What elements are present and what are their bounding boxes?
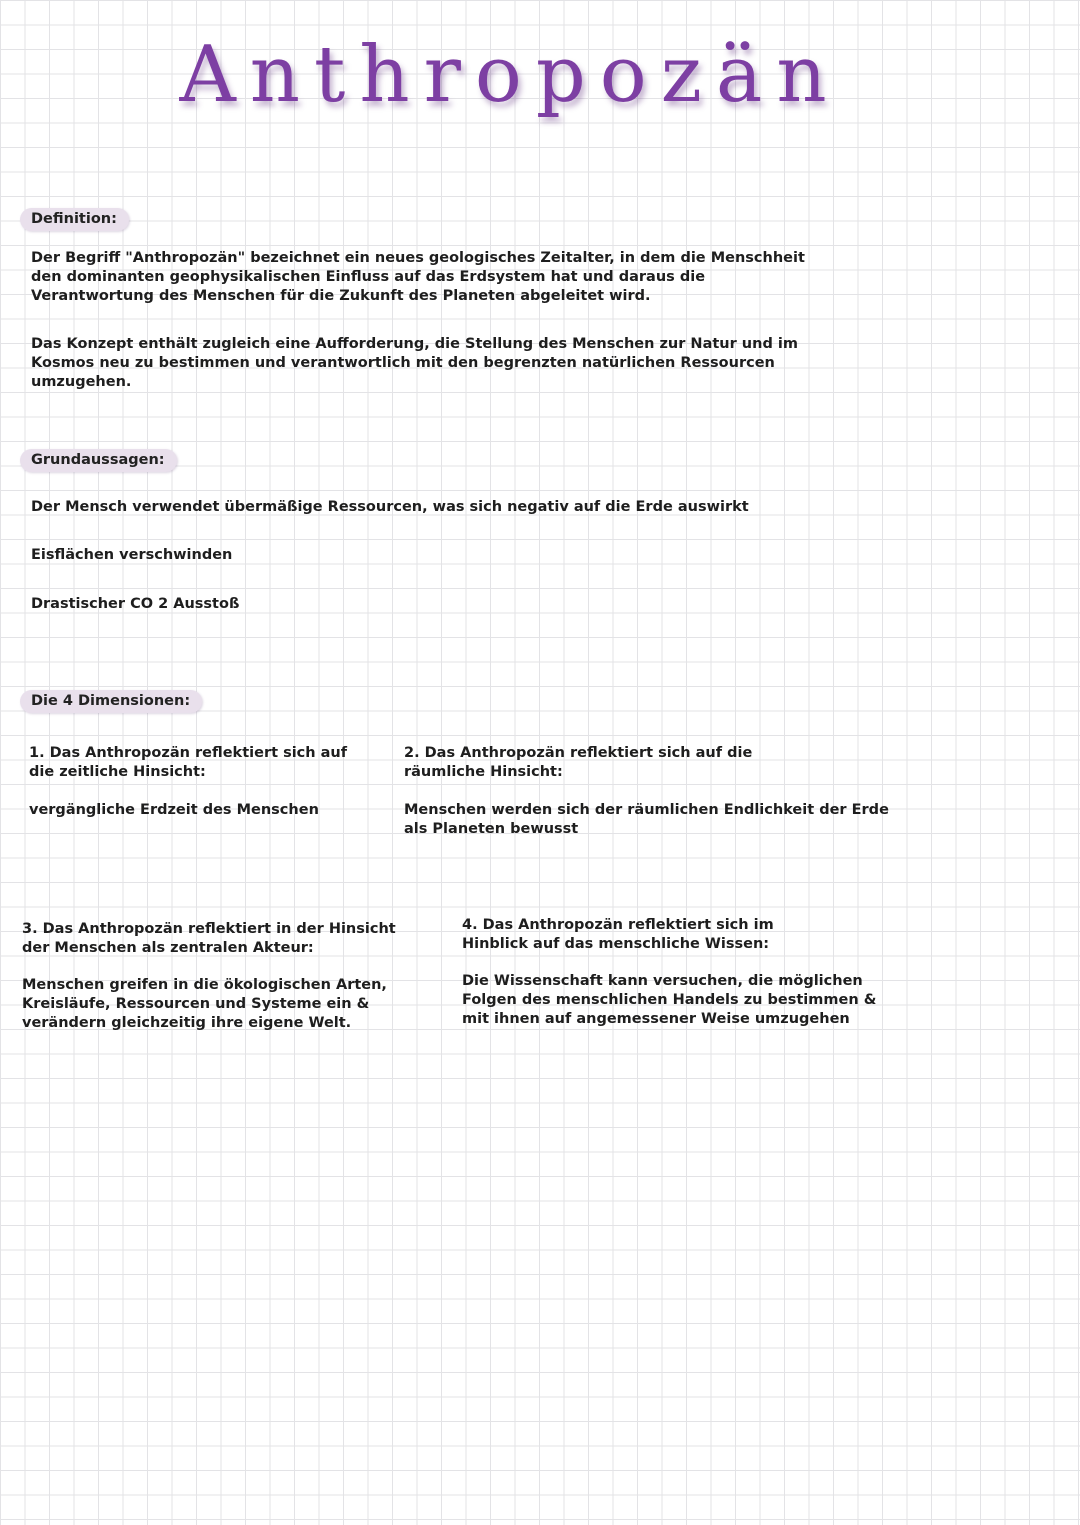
dimension-2-title: 2. Das Anthropozän reflektiert sich auf die räumliche Hinsicht: bbox=[404, 745, 753, 780]
dimensionen-heading: Die 4 Dimensionen: bbox=[20, 690, 202, 713]
grundaussage-item: Eisflächen verschwinden bbox=[31, 547, 233, 563]
page-title: Anthropozän bbox=[179, 30, 841, 120]
dimension-3-text: Menschen greifen in die ökologischen Arten, Kreisläufe, Ressourcen und Systeme ein & verändern gleichzeitig ihre eigene Welt. bbox=[22, 977, 387, 1031]
dimension-1-text: vergängliche Erdzeit des Menschen bbox=[29, 802, 319, 818]
dimension-1-title: 1. Das Anthropozän reflektiert sich auf die zeitliche Hinsicht: bbox=[29, 745, 348, 780]
grundaussagen-heading: Grundaussagen: bbox=[20, 449, 177, 472]
grundaussage-item: Der Mensch verwendet übermäßige Ressourcen, was sich negativ auf die Erde auswirkt bbox=[31, 499, 749, 515]
dimension-2-text: Menschen werden sich der räumlichen Endlichkeit der Erde als Planeten bewusst bbox=[404, 802, 889, 837]
grundaussage-item: Drastischer CO 2 Ausstoß bbox=[31, 596, 240, 612]
dimension-3-title: 3. Das Anthropozän reflektiert in der Hinsicht der Menschen als zentralen Akteur: bbox=[22, 921, 396, 956]
definition-paragraph-1: Der Begriff "Anthropozän" bezeichnet ein neues geologisches Zeitalter, in dem die Menschheit den dominanten geophysikalischen Einfluss auf das Erdsystem hat und daraus die Verantwortung des Menschen für die Zukunft des Planeten abgeleitet wird. bbox=[31, 250, 805, 304]
definition-paragraph-2: Das Konzept enthält zugleich eine Aufforderung, die Stellung des Menschen zur Natur und im Kosmos neu zu bestimmen und verantwortlich mit den begrenzten natürlichen Ressourcen umzugehen. bbox=[31, 336, 798, 390]
dimension-4-title: 4. Das Anthropozän reflektiert sich im Hinblick auf das menschliche Wissen: bbox=[462, 917, 774, 952]
dimension-4-text: Die Wissenschaft kann versuchen, die möglichen Folgen des menschlichen Handels zu bestimmen & mit ihnen auf angemessener Weise umzugehen bbox=[462, 973, 877, 1027]
definition-heading: Definition: bbox=[20, 208, 129, 231]
